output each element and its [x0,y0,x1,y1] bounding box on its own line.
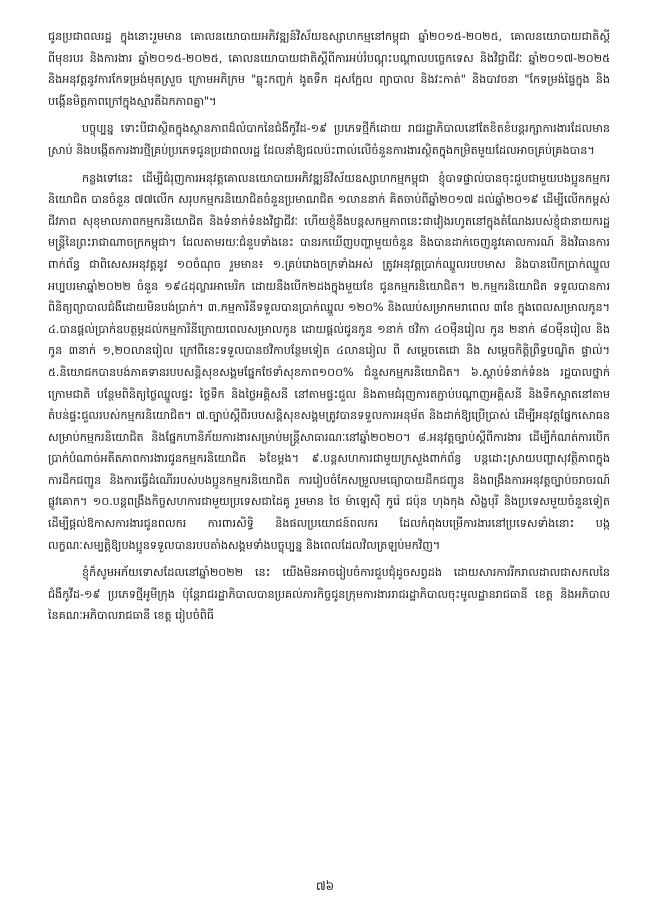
paragraph-3: កន្លងទៅនេះ ដើម្បីជំរុញការអនុវត្តគោលនយោបាយអភិវឌ្ឍន៍វិស័យឧស្សាហកម្មកម្ពុជា ខ្ញុំបាទផ្ទាល់បានចុះជួបជាមួយបងប្អូនកម្មករនិយោជិត បានចំនួន ៧៧លើក សរុបកម្មករនិយោជិតចំនួនប្រមាណជិត ១លាននាក់ គិតចាប់ពីឆ្នាំ២០១៧ ដល់ឆ្នាំ២០១៩ ដើម្បីលើកកម្ពស់ជីវភាព សុខុមាលភាពកម្មករនិយោជិត និងទំនាក់ទំនងវិជ្ជាជីវៈ ហើយខ្ញុំនឹងបន្តសកម្មភាពនេះជាវៀងរហូតនៅក្នុងតំណែងរបស់ខ្ញុំជានាយករដ្ឋមន្ត្រីនៃព្រះរាជាណាចក្រកម្ពុជា។ ដែលតាមរយៈជំនួបទាំងនេះ បានរកឃើញបញ្ហាមួយចំនួន និងបានដាក់ចេញនូវគោលការណ៍ និងវិធានការពាក់ព័ន្ធ ជាពិសេសអនុវត្តនូវ ១០ចំណុច រួមមាន៖ ១.គ្រប់រោងចក្រទាំងអស់ ត្រូវអនុវត្តប្រាក់ឈ្នួលរបបមាស និងបានបើកប្រាក់ឈ្នួលអប្បបរមាឆ្នាំ២០២២ ចំនួន ១៩៤ដុល្លារអាមេរិក ដោយនឹងបើក២ដងក្នុងមួយខែ ជូនកម្មករនិយោជិត។ ២.កម្មករនិយោជិត ទទួលបានការពិនិត្យព្យាបាលជំងឺដោយមិនបង់ប្រាក់។ ៣.កម្មការិនីទទួលបានប្រាក់ឈ្នួល ១២០% និងឈប់សម្រាកមរាពេល ៣ខែ ក្នុងពេលសម្រាលកូន។ ៤.បានផ្តល់ប្រាក់ឧបត្ថម្ភដល់កម្មការិនីក្រោយពេលសម្រាលកូន ដោយផ្តល់ជូនកូន ១នាក់ ថវិកា ៤០ម៉ឺនរៀល កូន ២នាក់ ៨០ម៉ឺនរៀល និងកូន ៣នាក់ ១,២០លានរៀល ក្រៅពីនេះទទួលបានថវិកាបន្ថែមទៀត ៤លានរៀល ពី សម្តេចតេជោ និង សម្តេចកិត្តិព្រឹទ្ធបណ្ឌិត ផ្ទាល់។ ៥.និយោជកបានបង់ភាគទានរបបសន្តិសុខសង្គមផ្នែកថែទាំសុខភាព១០០% ជំនួសកម្មករនិយោជិត។ ៦.ស្តាប់ទំនាក់ទំនង រដ្ឋបាលថ្នាក់ក្រោមជាតិ បន្ថែមពិនិត្យថ្លៃឈ្នួលផ្ទះ ថ្លៃទឹក និងថ្លៃអគ្គិសនី នៅតាមផ្ទះជួល និងតាមជំរុញការតភ្ជាប់បណ្តាញអគ្គិសនី និងទឹកស្អាតនៅតាមតំបន់ផ្ទះជួលរបស់កម្មករនិយោជិត។ ៧.ច្បាប់ស្តីពីរបបសន្តិសុខសង្គមត្រូវបានទទួលការអនុម័ត និងដាក់ឱ្យប្រើប្រាស់ ដើម្បីអនុវត្តផ្នែកសោធនសម្រាប់កម្មករនិយោជិត និងផ្នែកហានិភ័យការងារសម្រាប់មន្ត្រីសាធារណៈនៅឆ្នាំ២០២០។ ៨.អនុវត្តច្បាប់ស្តីពីការងារ ដើម្បីកំណត់ការបើកប្រាក់បំណាច់អតីតភាពការងារជូនកម្មករនិយោជិត ៦ខែម្តង។ ៩.បន្តសហការជាមួយក្រសួងពាក់ព័ន្ធ បន្តដោះស្រាយបញ្ហាសុវត្ថិភាពក្នុងការដឹកជញ្ជូន និងការធ្វើដំណើររបស់បងប្អូនកម្មករនិយោជិត ការរៀបចំកែសម្រួលមធ្យោបាយដឹកជញ្ជូន និងពង្រឹងការអនុវត្តច្បាប់ចរាចរណ៍ផ្លូវគោក។ ១០.បន្តពង្រឹងកិច្ចសហការជាមួយប្រទេសជាដៃគូ រួមមាន ថៃ ម៉ាឡេស៊ី កូរ៉េ ជប៉ុន ហុងកុង សិង្ហបុរី និងប្រទេសមួយចំនួនទៀត ដើម្បីផ្តល់ឱកាសការងារជូនពលករ ការពារសិទ្ធិ និងផលប្រយោជន៍ពលករ ដែលកំពុងបម្រើការងារនៅប្រទេសទាំងនោះ បង្កលក្ខណៈសម្បត្តិឱ្យបងប្អូនទទួលបានរបបតាំងសង្គមទាំងបច្ចុប្បន្ន និងពេលដែលវិលត្រឡប់មកវិញ។ [48,171,610,552]
page-number: ៧៦ [315,879,335,893]
paragraph-2: បច្ចុប្បន្ន ទោះបីជាស្ថិតក្នុងស្ថានភាពដ៏លំបាកនៃជំងឺកូវីដ-១៩ ប្រភេទថ្មីក៏ដោយ រាជរដ្ឋាភិបាលនៅតែខិតខំបន្តរក្សាការងារដែលមានស្រាប់ និងបង្កើតការងារថ្មីគ្រប់ប្រភេទជូនប្រជាពលរដ្ឋ ដែលនាំឱ្យជលប៉ះពាល់លើចំនួនការងារស្ថិតក្នុងកម្រិតមួយដែលអាចគ្រប់គ្រងបាន។ [48,122,610,157]
paragraph-4: ខ្ញុំក៏សូមអភ័យទោសដែលនៅឆ្នាំ២០២២ នេះ យើងមិនអាចរៀបចំការជួបជុំដូចសព្វដង ដោយសារការរីករាលដាលជាសកលនៃជំងឺកូវីដ-១៩ ប្រភេទថ្មីអូមីក្រុង ប៉ុន្តែរាជរដ្ឋាភិបាលបានប្រគល់ភារកិច្ចជូនក្រុមការងាររាជរដ្ឋាភិបាលចុះមូលដ្ឋានរាជធានី ខេត្ត និងអភិបាលនៃគណៈអភិបាលរាជធានី ខេត្ត រៀបចំពិធី [48,566,610,623]
paragraph-1: ជូនប្រជាពលរដ្ឋ ក្នុងនោះរួមមាន គោលនយោបាយអភិវឌ្ឍន៍វិស័យឧស្សាហកម្មនៅកម្ពុជា ឆ្នាំ២០១៥-២០២៥, គោលនយោបាយជាតិស្តីពីមុខរបរ និងការងារ ឆ្នាំ២០១៥-២០២៥, គោលនយោបាយជាតិស្តីពីការអប់រំបណ្តុះបណ្តាលបច្ចេកទេស និងវិជ្ជាជីវៈ ឆ្នាំ២០១៧-២០២៥ និងអនុវត្តនូវការកែទម្រង់មុតស្រួច ក្រោមអភិក្រម "ឆ្លុះកញ្ចក់ ងូតទឹក ដុសក្អែល ព្យាបាល និងវះកាត់" និងបាវចនា "កែទម្រង់ផ្ទៃក្នុង និងបង្កើនមិត្តភាពក្រៅក្នុងស្មារតីឯកភាពគ្នា"។ [48,30,610,108]
